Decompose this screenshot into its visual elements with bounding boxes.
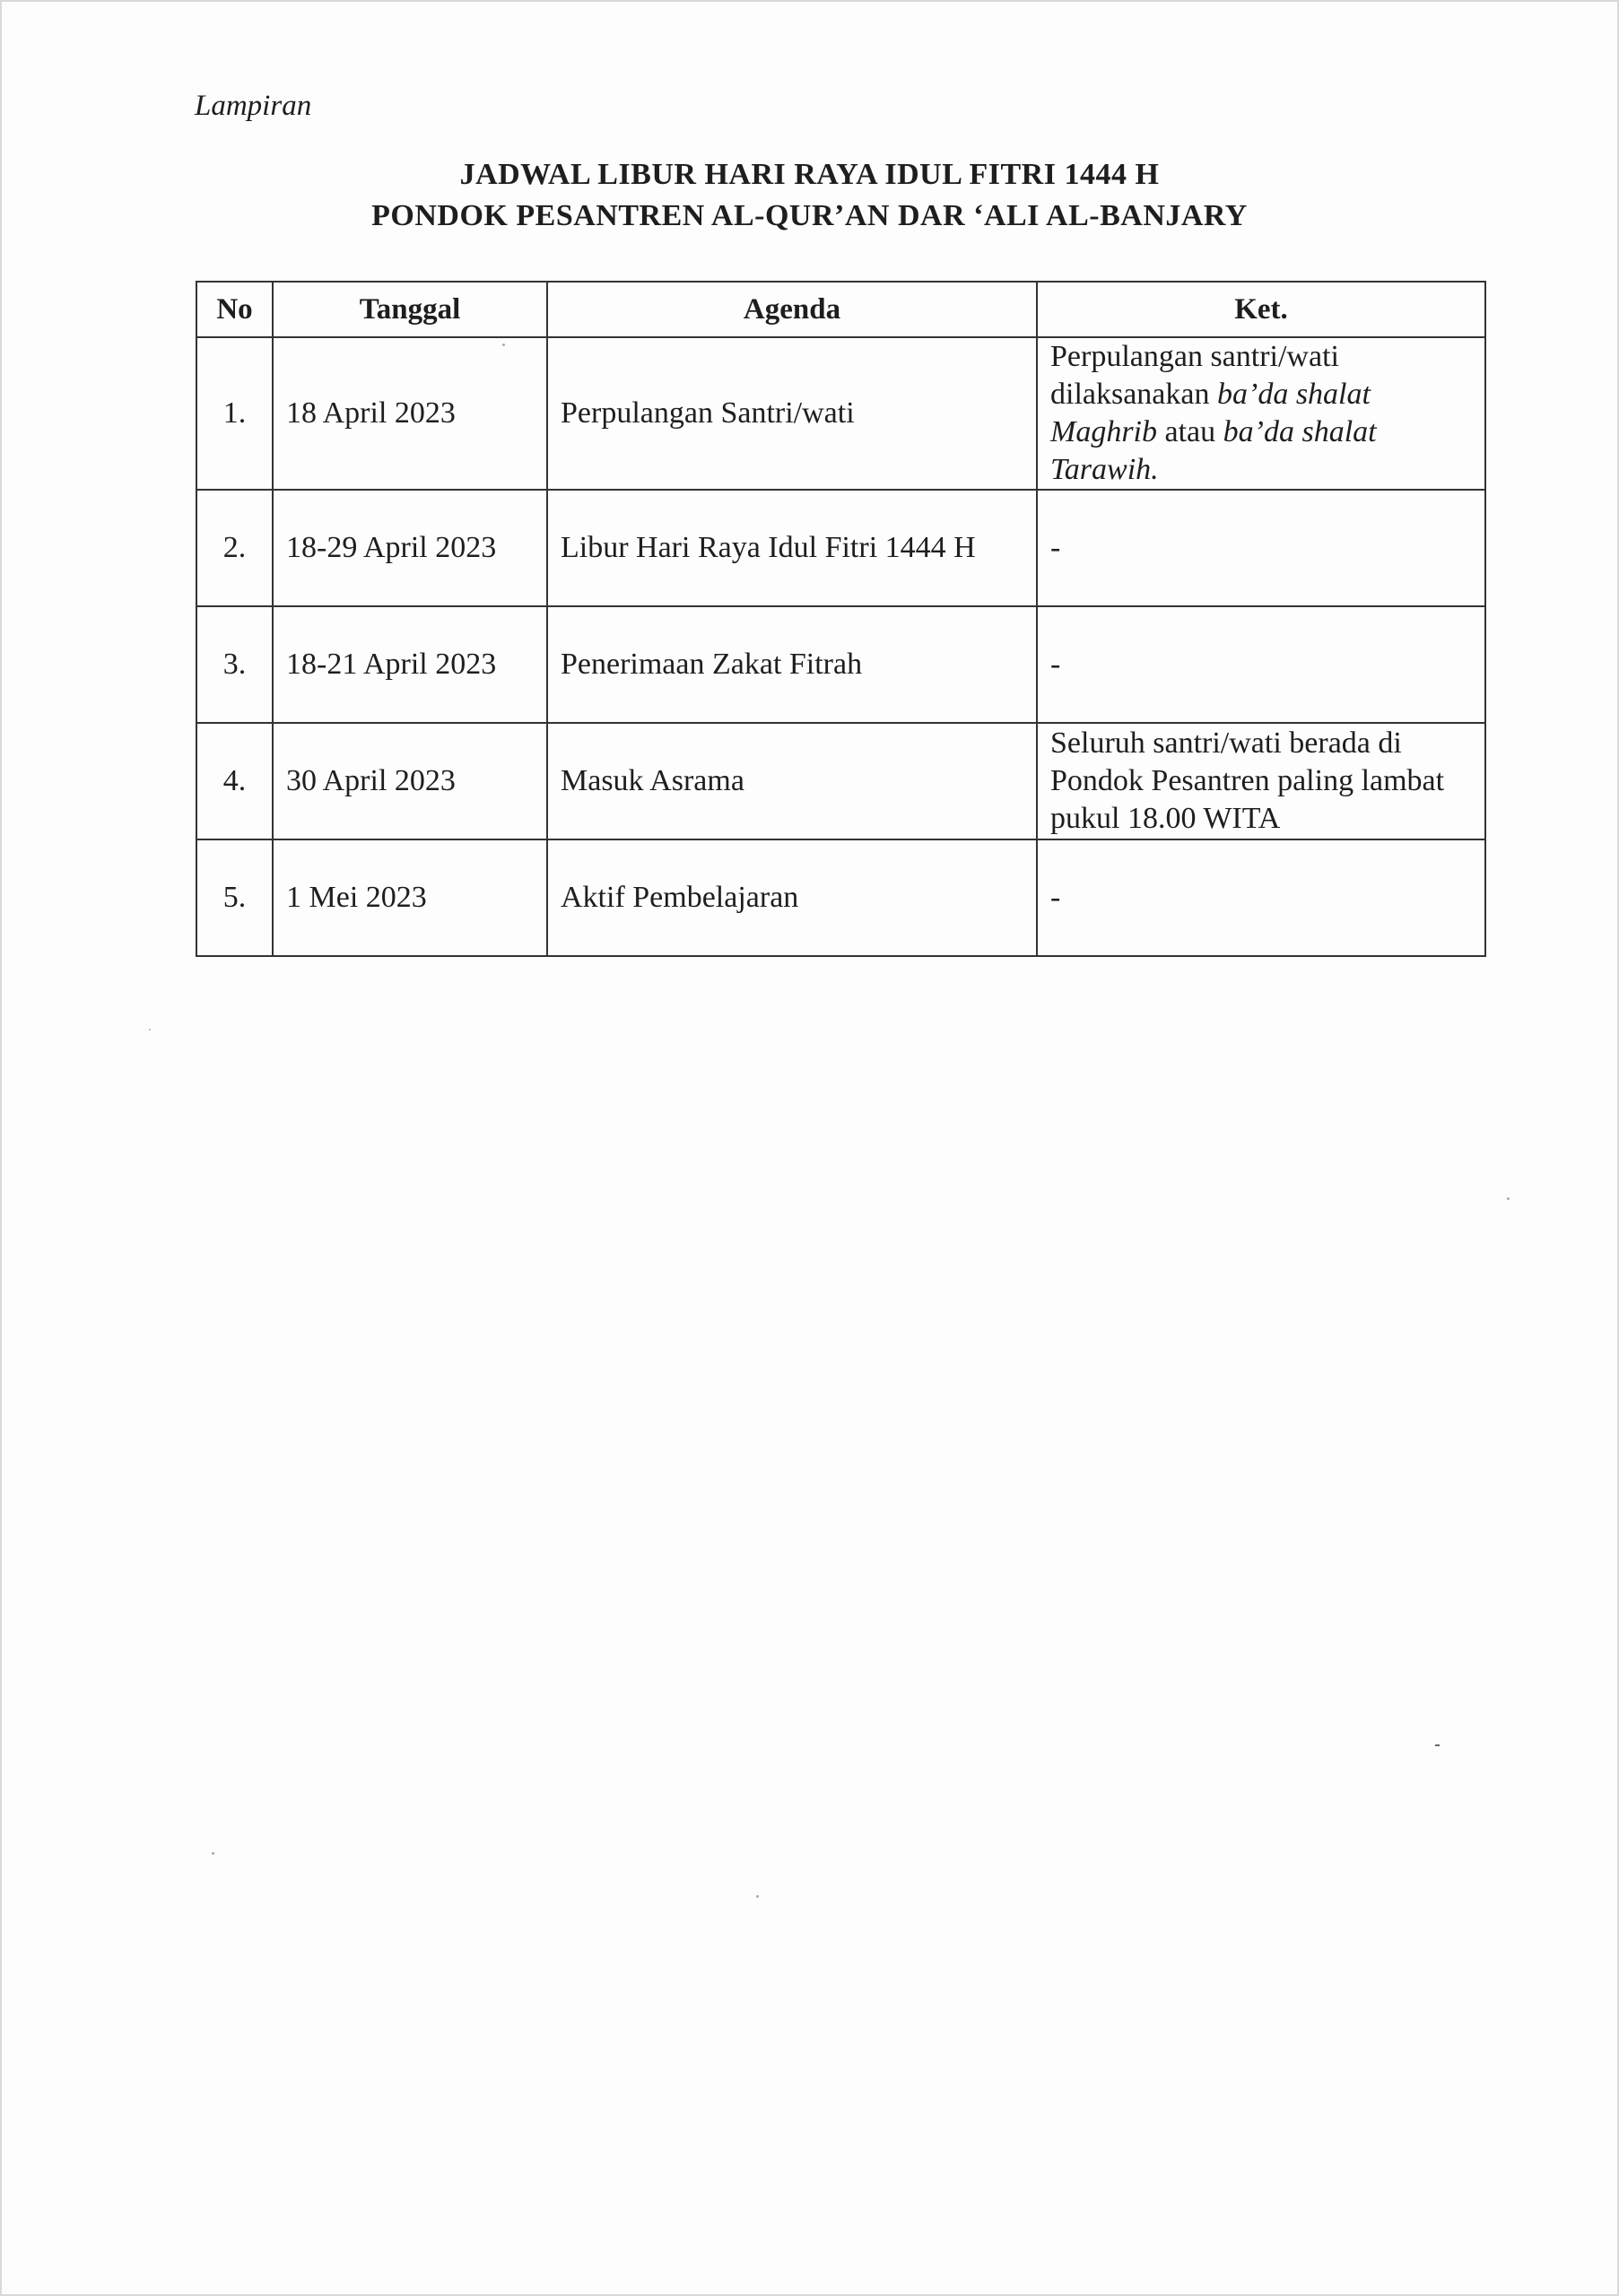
scan-speck <box>212 1852 214 1855</box>
cell-no: 4. <box>196 723 273 839</box>
scan-speck <box>756 1895 759 1898</box>
table-header-row <box>196 282 1485 337</box>
cell-no: 1. <box>196 337 273 490</box>
cell-tanggal: 18 April 2023 <box>273 337 547 490</box>
table-row <box>196 337 1485 490</box>
scan-speck <box>1435 1744 1440 1746</box>
cell-ket: - <box>1037 606 1485 723</box>
cell-agenda: Masuk Asrama <box>547 723 1037 839</box>
table-row <box>196 606 1485 723</box>
cell-tanggal: 30 April 2023 <box>273 723 547 839</box>
header-no: No <box>196 282 273 337</box>
cell-tanggal: 18-21 April 2023 <box>273 606 547 723</box>
cell-agenda: Libur Hari Raya Idul Fitri 1444 H <box>547 490 1037 606</box>
schedule-table <box>196 281 1486 957</box>
table-row <box>196 723 1485 839</box>
cell-tanggal: 1 Mei 2023 <box>273 839 547 956</box>
cell-no: 2. <box>196 490 273 606</box>
scan-speck <box>149 1029 151 1031</box>
cell-ket: - <box>1037 490 1485 606</box>
ket-italic-1: ba’da shalat Maghrib <box>1050 378 1371 448</box>
cell-ket: Seluruh santri/wati berada di Pondok Pesantren paling lambat pukul 18.00 WITA <box>1037 723 1485 839</box>
scan-speck <box>502 344 505 346</box>
title-line-1: JADWAL LIBUR HARI RAYA IDUL FITRI 1444 H <box>459 158 1160 191</box>
title-line-2: PONDOK PESANTREN AL-QUR’AN DAR ‘ALI AL-BANJARY <box>371 199 1248 232</box>
scan-speck <box>1507 1197 1510 1200</box>
header-tanggal: Tanggal <box>273 282 547 337</box>
ket-text-1: Perpulangan santri/wati dilaksanakan <box>1050 340 1339 411</box>
header-agenda: Agenda <box>547 282 1037 337</box>
cell-ket <box>1037 337 1485 490</box>
header-ket: Ket. <box>1037 282 1485 337</box>
cell-no: 5. <box>196 839 273 956</box>
ket-italic-2: ba’da shalat Tarawih. <box>1050 415 1377 486</box>
cell-agenda: Perpulangan Santri/wati <box>547 337 1037 490</box>
table-row <box>196 839 1485 956</box>
cell-ket: - <box>1037 839 1485 956</box>
attachment-label: Lampiran <box>195 90 312 122</box>
cell-agenda: Penerimaan Zakat Fitrah <box>547 606 1037 723</box>
cell-agenda: Aktif Pembelajaran <box>547 839 1037 956</box>
ket-text-2: atau <box>1157 415 1223 448</box>
cell-tanggal: 18-29 April 2023 <box>273 490 547 606</box>
cell-no: 3. <box>196 606 273 723</box>
table-row <box>196 490 1485 606</box>
